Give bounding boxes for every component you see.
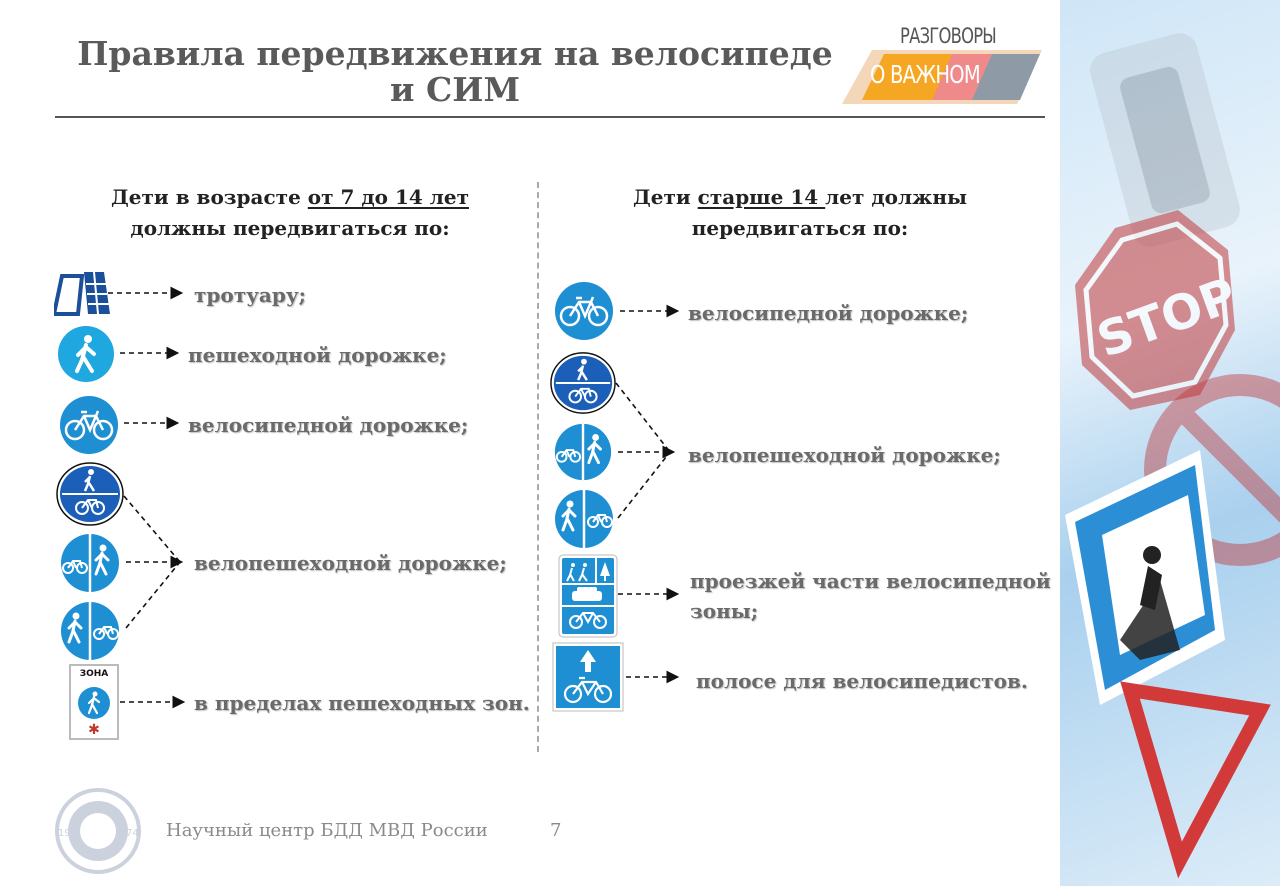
left-item-bicycle-path: велосипедной дорожке;	[188, 413, 469, 437]
left-item-pedestrian-path: пешеходной дорожке;	[188, 343, 447, 367]
age-over-highlight: старше 14	[697, 185, 826, 209]
right-bicycle-path-sign-icon	[550, 278, 618, 344]
left-item-pedestrian-zone: в пределах пешеходных зон.	[194, 691, 530, 715]
pedestrian-crossing-sign-icon	[1065, 450, 1225, 705]
footer-organization: Научный центр БДД МВД России	[166, 820, 488, 841]
organization-emblem-icon	[52, 788, 144, 874]
title-line-1: Правила передвижения на велосипеде	[77, 34, 833, 73]
brand-top-text: РАЗГОВОРЫ	[900, 24, 996, 48]
age-range-highlight: от 7 до 14 лет	[307, 185, 469, 209]
bicycle-lane-sign-icon	[552, 642, 624, 712]
bicycle-zone-sign-icon	[558, 554, 618, 638]
right-item-shared-path: велопешеходной дорожке;	[688, 443, 1001, 467]
right-column-heading: Дети старше 14 лет должны передвигаться по:	[632, 185, 968, 240]
shared-path-sign-icon	[56, 462, 124, 526]
right-shared-path-sign-icon	[550, 350, 616, 416]
svg-text:74: 74	[126, 828, 139, 839]
title-line-2: и СИМ	[390, 70, 520, 109]
shared-path-split-reverse-sign-icon	[56, 598, 124, 664]
bicycle-path-sign-icon	[56, 392, 122, 458]
right-shared-path-split-reverse-sign-icon	[550, 486, 618, 552]
brand-bottom-text: О ВАЖНОМ	[870, 60, 980, 89]
right-item-bicycle-zone: проезжей части велосипедной зоны;	[690, 569, 1051, 623]
decorative-road-signs-panel	[1060, 0, 1280, 886]
warning-triangle-icon	[1130, 690, 1260, 860]
svg-text:STOP: STOP	[1090, 267, 1244, 369]
svg-text:19: 19	[58, 828, 71, 839]
sidewalk-icon	[54, 270, 110, 316]
shared-path-split-sign-icon	[56, 530, 124, 596]
left-item-sidewalk: тротуару;	[194, 283, 307, 307]
pedestrian-path-sign-icon	[54, 322, 118, 386]
right-shared-path-split-sign-icon	[550, 420, 616, 484]
pedestrian-zone-sign-icon	[69, 664, 119, 740]
asterisk-icon: ✱	[88, 722, 100, 738]
left-column-heading: Дети в возрасте от 7 до 14 лет должны передвигаться по:	[111, 185, 469, 240]
right-item-bicycle-lane: полосе для велосипедистов.	[696, 669, 1028, 693]
right-item-bicycle-path: велосипедной дорожке;	[688, 301, 969, 325]
zone-pedestrian-icon	[77, 686, 111, 720]
left-item-shared-path: велопешеходной дорожке;	[194, 551, 507, 575]
zone-label: ЗОНА	[79, 669, 109, 679]
page-number: 7	[550, 820, 562, 841]
